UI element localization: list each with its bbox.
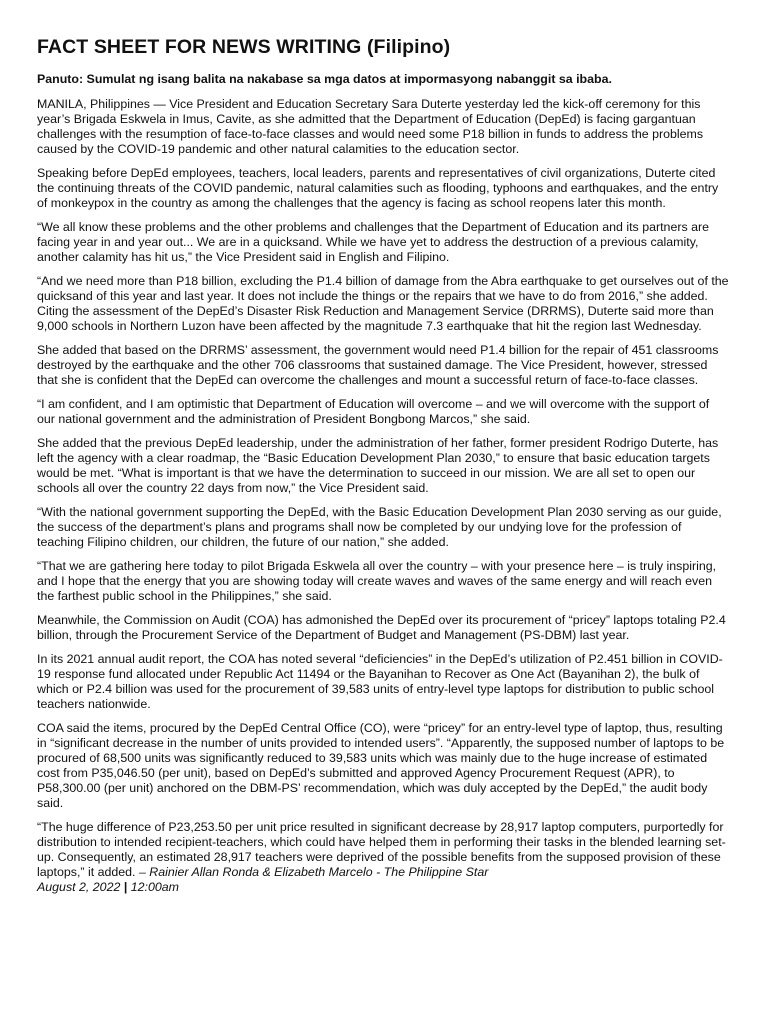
paragraph: “We all know these problems and the other problems and challenges that the Department of Education and its partners are facing year in and year out... We are in a quicksand. While we have yet to address the destruction of a previous calamity, another calamity has hit us,” the Vice President said in English and Filipino. [37, 219, 710, 264]
closing-paragraph [37, 820, 730, 895]
paragraph: She added that based on the DRRMS’ assessment, the government would need P1.4 billion for the repair of 451 classrooms destroyed by the earthquake and the other 706 classrooms that sustained damage. The Vice President, however, stressed that she is confident that the DepEd can overcome the challenges and mount a successful return of face-to-face classes. [37, 342, 719, 387]
paragraph: In its 2021 annual audit report, the COA has noted several “deficiencies” in the DepEd’s utilization of P2.451 billion in COVID-19 response fund allocated under Republic Act 11494 or the Bayanihan to Recover as One Act (Bayanihan 2), the bulk of which or P2.4 billion was used for the procurement of 39,583 units of entry-level type laptops for distribution to public school teachers nationwide. [37, 651, 723, 711]
paragraph: “I am confident, and I am optimistic that Department of Education will overcome – and we will overcome with the support of our national government and the administration of President Bongbong Marcos,” she said. [37, 396, 710, 426]
paragraph: Speaking before DepEd employees, teachers, local leaders, parents and representatives of civil organizations, Duterte cited the continuing threats of the COVID pandemic, natural calamities such as flooding, typhoons and earthquakes, and the entry of monkeypox in the country as among the challenges that the agency is facing as school reopens later this month. [37, 165, 719, 210]
paragraph: “And we need more than P18 billion, excluding the P1.4 billion of damage from the Abra earthquake to get ourselves out of the quicksand of this year and last year. It does not include the things or the repairs that we have to do from 2016,” she added. Citing the assessment of the DepEd’s Disaster Risk Reduction and Management Service (DRRMS), Duterte said more than 9,000 schools in Northern Luzon have been affected by the magnitude 7.3 earthquake that hit the region last Wednesday. [37, 273, 729, 333]
paragraph: Meanwhile, the Commission on Audit (COA) has admonished the DepEd over its procurement of “pricey” laptops totaling P2.4 billion, through the Procurement Service of the Department of Budget and Management (PS-DBM) last year. [37, 612, 726, 642]
publish-date: August 2, 2022 [37, 879, 121, 894]
paragraph: MANILA, Philippines — Vice President and Education Secretary Sara Duterte yesterday led the kick-off ceremony for this year’s Brigada Eskwela in Imus, Cavite, as she admitted that the Department of Education (DepEd) is facing gargantuan challenges with the resumption of face-to-face classes and would need some P18 billion in funds to address the problems caused by the COVID-19 pandemic and other natural calamities to the education sector. [37, 96, 704, 156]
paragraph: “With the national government supporting the DepEd, with the Basic Education Development Plan 2030 serving as our guide, the success of the department’s plans and programs shall now be completed by our undying love for the profession of teaching Filipino children, our children, the future of our nation,” she added. [37, 504, 722, 549]
instructions: Panuto: Sumulat ng isang balita na nakabase sa mga datos at impormasyong nabanggit sa ibaba. [37, 72, 612, 87]
paragraph: COA said the items, procured by the DepEd Central Office (CO), were “pricey” for an entry-level type of laptop, thus, resulting in “significant decrease in the number of units provided to intended users”. “Apparently, the supposed number of laptops to be procured of 68,500 units was significantly reduced to 39,583 units which was mainly due to the huge increase of estimated cost from P35,046.50 (per unit), based on DepEd’s submitted and approved Agency Procurement Request (APR), to P58,300.00 (per unit) anchored on the DBM-PS’ recommendation, which was duly accepted by the DepEd,” the audit body said. [37, 720, 725, 810]
paragraph: She added that the previous DepEd leadership, under the administration of her father, former president Rodrigo Duterte, has left the agency with a clear roadmap, the “Basic Education Development Plan 2030,” to ensure that basic education targets would be met. “What is important is that we have the determination to succeed in our mission. We are all set to open our schools all over the country 22 days from now,” the Vice President said. [37, 435, 719, 495]
byline: – Rainier Allan Ronda & Elizabeth Marcelo - The Philippine Star [138, 864, 489, 879]
closing-quote: “The huge difference of P23,253.50 per unit price resulted in significant decrease by 28,917 laptop computers, purportedly for distribution to intended recipient-teachers, which could have helped them in performing their tasks in the blended learning set-up. Consequently, an estimated 28,917 teachers were deprived of the possible benefits from the supposed provision of these laptops,” it added. [37, 819, 726, 879]
date-separator: | [123, 879, 128, 894]
paragraph: “That we are gathering here today to pilot Brigada Eskwela all over the country – with your presence here – is truly inspiring, and I hope that the energy that you are showing today will create waves and waves of the same energy and will reach even the farthest public school in the Philippines,” she said. [37, 558, 717, 603]
publish-time: 12:00am [130, 879, 179, 894]
page-title: FACT SHEET FOR NEWS WRITING (Filipino) [37, 36, 451, 58]
